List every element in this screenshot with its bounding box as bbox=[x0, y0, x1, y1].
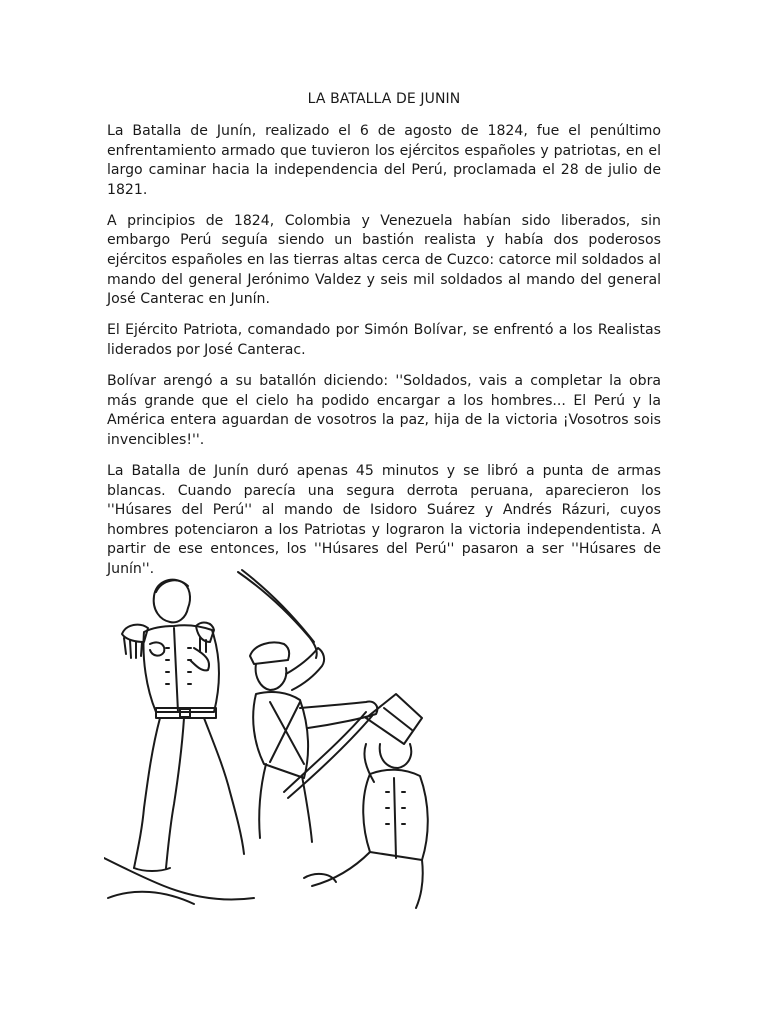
paragraph-2: A principios de 1824, Colombia y Venezuela habían sido liberados, sin embargo Perú seguía siendo un bastión realista y había dos poderosos ejércitos españoles en las tierras altas cerca de Cuzco: catorce mil soldados al mando del general Jerónimo Valdez y seis mil soldados al mando del general José Canterac en Junín. bbox=[107, 212, 661, 308]
paragraph-5: La Batalla de Junín duró apenas 45 minutos y se libró a punta de armas blancas. Cuando parecía una segura derrota peruana, aparecieron los ''Húsares del Perú'' al mando de Isidoro Suárez y Andrés Rázuri, cuyos hombres potenciaron a los Patriotas y lograron la victoria independentista. A partir de ese entonces, los ''Húsares del Perú'' pasaron a ser ''Húsares de Junín''. bbox=[107, 462, 661, 577]
document-body bbox=[107, 122, 661, 591]
document-title: LA BATALLA DE JUNIN bbox=[307, 91, 461, 107]
paragraph-4: Bolívar arengó a su batallón diciendo: ''Soldados, vais a completar la obra más grande que el cielo ha podido encargar a los hombres... El Perú y la América entera aguardan de vosotros la paz, hija de la victoria ¡Vosotros sois invencibles!''. bbox=[107, 373, 661, 448]
swordsman-figure bbox=[238, 570, 377, 842]
officer-figure bbox=[104, 580, 254, 904]
battle-illustration bbox=[104, 568, 444, 913]
paragraph-1: La Batalla de Junín, realizado el 6 de agosto de 1824, fue el penúltimo enfrentamiento armado que tuvieron los ejércitos españoles y patriotas, en el largo caminar hacia la independencia del Perú, proclamada el 28 de julio de 1821. bbox=[107, 123, 661, 198]
paragraph-3: El Ejército Patriota, comandado por Simón Bolívar, se enfrentó a los Realistas liderados por José Canterac. bbox=[107, 322, 661, 358]
